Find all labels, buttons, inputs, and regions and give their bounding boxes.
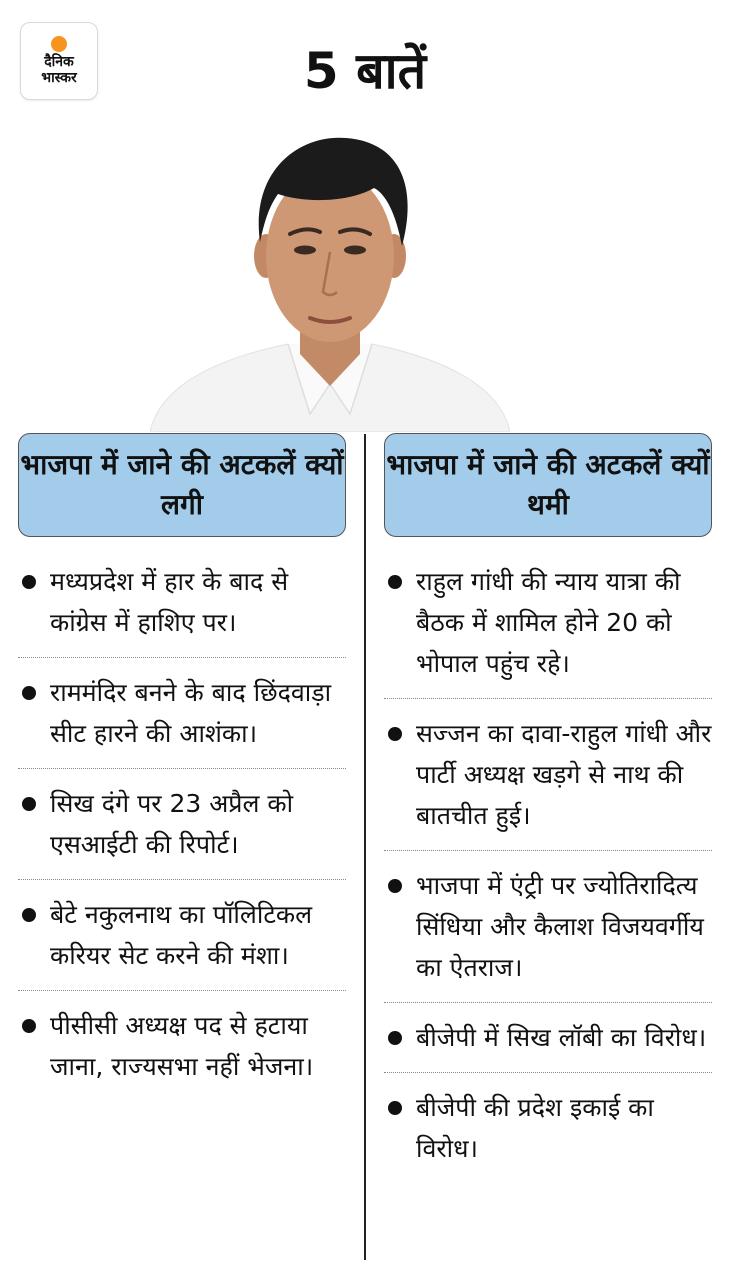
item-text: मध्यप्रदेश में हार के बाद से कांग्रेस में हाशिए पर। [50,567,289,637]
item-text: राहुल गांधी की न्याय यात्रा की बैठक में शामिल होने 20 को भोपाल पहुंच रहे। [416,567,681,678]
right-list [384,561,712,1183]
list-item [384,865,712,1003]
item-text: भाजपा में एंट्री पर ज्योतिरादित्य सिंधिया और कैलाश विजयवर्गीय का ऐतराज। [416,871,704,982]
bullet-dot-icon [22,908,36,922]
bullet-dot-icon [22,686,36,700]
list-item [18,783,346,880]
bullet-dot-icon [388,727,402,741]
bullet-dot-icon [388,575,402,589]
logo-text-line2: भास्कर [41,70,77,86]
left-column [18,433,346,1115]
list-item [384,561,712,699]
item-text: पीसीसी अध्यक्ष पद से हटाया जाना, राज्यसभा नहीं भेजना। [50,1011,314,1081]
left-list [18,561,346,1101]
logo-text-line1: दैनिक [44,54,74,70]
left-header: भाजपा में जाने की अटकलें क्यों लगी [18,433,346,537]
bullet-dot-icon [388,1101,402,1115]
right-column [384,433,712,1197]
item-text: बीजेपी की प्रदेश इकाई का विरोध। [416,1093,654,1163]
bullet-dot-icon [22,1019,36,1033]
item-text: सज्जन का दावा-राहुल गांधी और पार्टी अध्यक्ष खड़गे से नाथ की बातचीत हुई। [416,719,712,830]
list-item [384,1087,712,1183]
page-title: 5 बातें [303,42,427,100]
list-item [384,1017,712,1073]
right-header: भाजपा में जाने की अटकलें क्यों थमी [384,433,712,537]
list-item [18,561,346,658]
portrait-image [150,122,510,432]
list-item [18,1005,346,1101]
item-text: सिख दंगे पर 23 अप्रैल को एसआईटी की रिपोर्ट। [50,789,294,859]
list-item [18,894,346,991]
item-text: बेटे नकुलनाथ का पॉलिटिकल करियर सेट करने की मंशा। [50,900,313,970]
list-item [18,672,346,769]
item-text: बीजेपी में सिख लॉबी का विरोध। [416,1023,707,1052]
bullet-dot-icon [22,575,36,589]
column-divider [364,434,366,1260]
bullet-dot-icon [22,797,36,811]
bullet-dot-icon [388,879,402,893]
list-item [384,713,712,851]
item-text: राममंदिर बनने के बाद छिंदवाड़ा सीट हारने की आशंका। [50,678,332,748]
bullet-dot-icon [388,1031,402,1045]
